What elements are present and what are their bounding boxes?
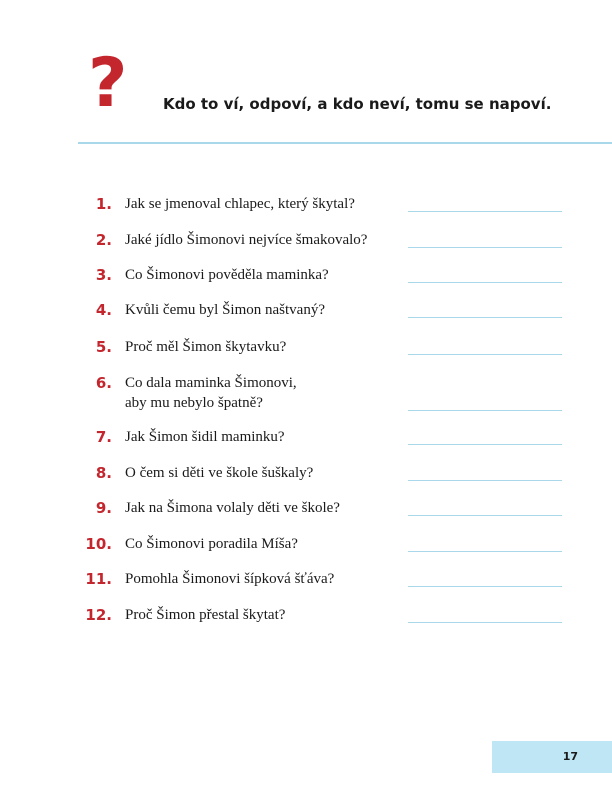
question-text: Proč Šimon přestal škytat? bbox=[125, 607, 286, 623]
question-number: 6. bbox=[95, 374, 112, 392]
question-text: Co Šimonovi poradila Míša? bbox=[125, 536, 298, 552]
answer-line[interactable] bbox=[408, 317, 562, 318]
question-mark-icon: ? bbox=[88, 44, 128, 123]
answer-line[interactable] bbox=[408, 444, 562, 445]
answer-line[interactable] bbox=[408, 515, 562, 516]
question-text: Kvůli čemu byl Šimon naštvaný? bbox=[125, 302, 325, 318]
answer-line[interactable] bbox=[408, 586, 562, 587]
answer-line[interactable] bbox=[408, 282, 562, 283]
answer-line[interactable] bbox=[408, 211, 562, 212]
question-number: 8. bbox=[95, 464, 112, 482]
question-text: Jak Šimon šidil maminku? bbox=[125, 429, 285, 445]
question-number: 3. bbox=[95, 266, 112, 284]
answer-line[interactable] bbox=[408, 410, 562, 411]
question-text: Co Šimonovi pověděla maminka? bbox=[125, 267, 329, 283]
answer-line[interactable] bbox=[408, 354, 562, 355]
question-text: Jaké jídlo Šimonovi nejvíce šmakovalo? bbox=[125, 232, 368, 248]
question-number: 7. bbox=[95, 428, 112, 446]
page-heading: Kdo to ví, odpoví, a kdo neví, tomu se napoví. bbox=[163, 95, 552, 113]
question-number: 1. bbox=[95, 195, 112, 213]
question-text: aby mu nebylo špatně? bbox=[125, 395, 263, 411]
answer-line[interactable] bbox=[408, 247, 562, 248]
answer-line[interactable] bbox=[408, 622, 562, 623]
question-number: 11. bbox=[85, 570, 112, 588]
page-number-box bbox=[492, 741, 612, 773]
question-text: Co dala maminka Šimonovi, bbox=[125, 375, 297, 391]
question-number: 5. bbox=[95, 338, 112, 356]
question-text: O čem si děti ve škole šuškaly? bbox=[125, 465, 314, 481]
question-number: 10. bbox=[85, 535, 112, 553]
question-text: Jak na Šimona volaly děti ve škole? bbox=[125, 500, 340, 516]
answer-line[interactable] bbox=[408, 551, 562, 552]
question-number: 4. bbox=[95, 301, 112, 319]
question-text: Pomohla Šimonovi šípková šťáva? bbox=[125, 571, 335, 587]
question-text: Jak se jmenoval chlapec, který škytal? bbox=[125, 196, 355, 212]
question-text: Proč měl Šimon škytavku? bbox=[125, 339, 287, 355]
question-number: 9. bbox=[95, 499, 112, 517]
question-number: 2. bbox=[95, 231, 112, 249]
page-number: 17 bbox=[562, 750, 578, 763]
question-number: 12. bbox=[85, 606, 112, 624]
answer-line[interactable] bbox=[408, 480, 562, 481]
